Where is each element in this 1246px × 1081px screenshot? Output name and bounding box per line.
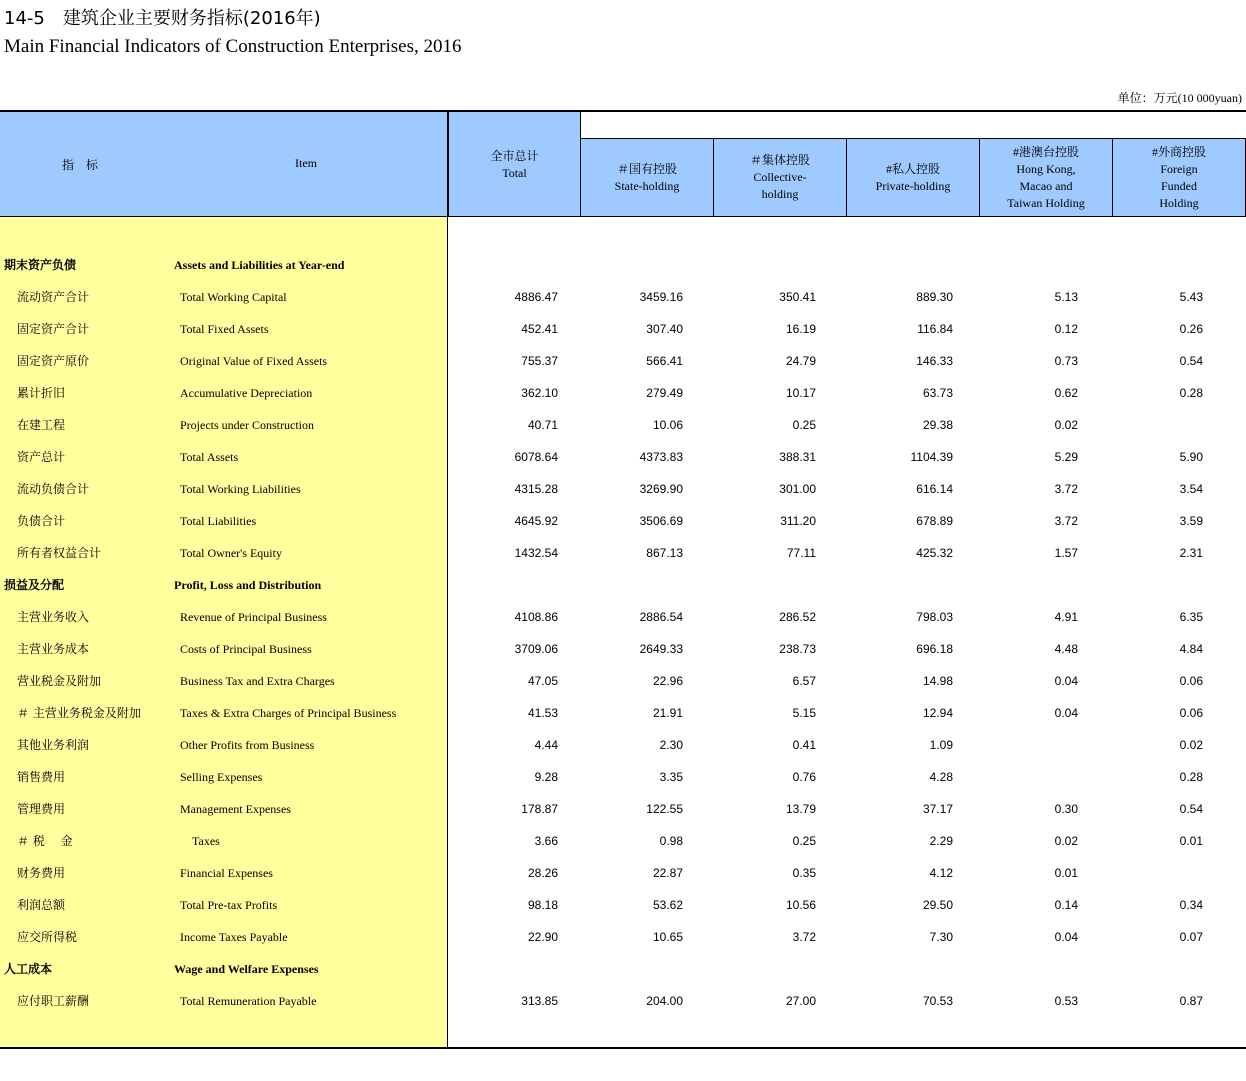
row-value-col-5: 0.54 [1179, 802, 1203, 816]
table-row [0, 537, 1246, 569]
row-value-col-5: 2.31 [1179, 546, 1203, 560]
row-value-col-3: 12.94 [922, 706, 953, 720]
row-value-col-3: 29.38 [922, 418, 953, 432]
row-label-cn: 主营业务成本 [17, 642, 90, 656]
row-label-cn: ＃ 主营业务税金及附加 [17, 706, 141, 720]
table-row [0, 697, 1246, 729]
table-row [0, 985, 1246, 1017]
row-value-col-2: 0.41 [792, 738, 816, 752]
table-row [0, 633, 1246, 665]
row-label-cn: 营业税金及附加 [17, 674, 102, 688]
row-value-col-3: 616.14 [916, 482, 953, 496]
table-row [0, 921, 1246, 953]
row-value-col-2: 286.52 [779, 610, 816, 624]
row-value-col-2: 0.25 [792, 834, 816, 848]
row-label-en: Costs of Principal Business [180, 642, 312, 656]
header-col-2-line-2: holding [761, 187, 799, 201]
row-label-en: Total Assets [180, 450, 239, 464]
row-value-col-4: 0.62 [1054, 386, 1078, 400]
row-label-cn: 固定资产合计 [17, 322, 90, 336]
row-value-col-1: 867.13 [646, 546, 683, 560]
row-value-col-3: 1.09 [929, 738, 953, 752]
row-value-col-3: 70.53 [922, 994, 953, 1008]
row-value-col-4: 0.53 [1054, 994, 1078, 1008]
row-value-col-4: 0.12 [1054, 322, 1078, 336]
row-value-col-5: 4.84 [1179, 642, 1203, 656]
row-value-col-0: 41.53 [527, 706, 558, 720]
row-value-col-4: 0.30 [1054, 802, 1078, 816]
row-value-col-0: 4315.28 [514, 482, 558, 496]
row-label-en: Business Tax and Extra Charges [180, 674, 335, 688]
row-value-col-2: 13.79 [785, 802, 816, 816]
row-value-col-0: 362.10 [521, 386, 558, 400]
row-label-en: Original Value of Fixed Assets [180, 354, 328, 368]
row-value-col-3: 146.33 [916, 354, 953, 368]
header-col-5-line-2: Funded [1160, 178, 1197, 193]
page-title-en: Main Financial Indicators of Construction Enterprises, 2016 [4, 36, 462, 57]
row-value-col-2: 27.00 [785, 994, 816, 1008]
row-value-col-3: 116.84 [917, 322, 953, 336]
header-col-5-line-1: Foreign [1160, 161, 1198, 176]
row-value-col-3: 63.73 [922, 386, 953, 400]
header-col-1-line-0: ＃国有控股 [616, 161, 677, 176]
header-col-3-line-1: Private-holding [875, 178, 951, 193]
row-label-en: Financial Expenses [180, 866, 273, 880]
row-value-col-1: 22.87 [652, 866, 683, 880]
row-value-col-2: 3.72 [792, 930, 816, 944]
row-value-col-0: 9.28 [534, 770, 558, 784]
row-label-cn: 负债合计 [17, 514, 66, 528]
header-col-2-line-1: Collective- [753, 170, 807, 184]
table-row [0, 889, 1246, 921]
row-value-col-5: 0.07 [1179, 930, 1203, 944]
row-value-col-4: 5.29 [1054, 450, 1078, 464]
row-label-en: Assets and Liabilities at Year-end [174, 258, 345, 272]
page-title-cn: 14-5 建筑企业主要财务指标(2016年) [4, 8, 321, 29]
header-item-en: Item [295, 156, 317, 170]
row-value-col-1: 307.40 [646, 322, 683, 336]
row-value-col-4: 0.73 [1054, 354, 1078, 368]
row-label-en: Taxes [192, 834, 220, 848]
row-label-en: Total Working Capital [180, 290, 287, 304]
header-bottom-rule [0, 216, 1246, 217]
header-item-cn: 指 标 [62, 158, 99, 172]
row-label-en: Taxes & Extra Charges of Principal Business [180, 706, 397, 720]
table-row [0, 793, 1246, 825]
row-value-col-0: 40.71 [527, 418, 558, 432]
row-label-en: Wage and Welfare Expenses [174, 962, 319, 976]
row-value-col-5: 0.54 [1179, 354, 1203, 368]
row-value-col-0: 313.85 [521, 994, 558, 1008]
row-value-col-4: 0.04 [1054, 930, 1078, 944]
row-label-en: Total Pre-tax Profits [180, 898, 278, 912]
row-value-col-4: 0.02 [1054, 834, 1078, 848]
row-value-col-3: 29.50 [922, 898, 953, 912]
row-value-col-2: 238.73 [779, 642, 816, 656]
table-row [0, 345, 1246, 377]
table-row [0, 409, 1246, 441]
row-label-cn: 损益及分配 [4, 578, 65, 592]
table-row [0, 505, 1246, 537]
row-label-en: Total Remuneration Payable [180, 994, 317, 1008]
header-col-5 [1112, 138, 1246, 217]
row-value-col-1: 122.55 [646, 802, 683, 816]
header-col-3 [846, 138, 980, 217]
header-col-2-line-0: ＃集体控股 [749, 153, 810, 167]
header-col-5-line-0: #外商控股 [1151, 144, 1206, 159]
row-label-cn: 在建工程 [17, 418, 66, 432]
row-value-col-2: 301.00 [779, 482, 816, 496]
table-row [0, 857, 1246, 889]
table-row [0, 313, 1246, 345]
row-value-col-2: 311.20 [780, 514, 816, 528]
table-row [0, 729, 1246, 761]
row-value-col-4: 3.72 [1054, 514, 1078, 528]
row-label-cn: 销售费用 [17, 770, 66, 784]
row-value-col-1: 21.91 [652, 706, 683, 720]
row-label-en: Accumulative Depreciation [180, 386, 313, 400]
row-label-cn: ＃ 税 金 [17, 834, 73, 848]
row-value-col-1: 204.00 [646, 994, 683, 1008]
header-col-0-line-0: 全市总计 [490, 148, 539, 163]
row-value-col-5: 0.34 [1179, 898, 1203, 912]
row-value-col-2: 24.79 [785, 354, 816, 368]
row-value-col-3: 696.18 [916, 642, 953, 656]
row-label-en: Revenue of Principal Business [180, 610, 327, 624]
row-label-cn: 固定资产原价 [17, 354, 90, 368]
row-value-col-3: 798.03 [916, 610, 953, 624]
row-value-col-1: 2.30 [659, 738, 683, 752]
row-value-col-5: 5.43 [1179, 290, 1203, 304]
header-col-0-line-1: Total [502, 165, 527, 180]
unit-label: 单位：万元(10 000yuan) [1117, 91, 1242, 105]
row-label-cn: 流动资产合计 [17, 290, 90, 304]
row-value-col-0: 6078.64 [514, 450, 558, 464]
header-col-4-line-3: Taiwan Holding [1007, 195, 1085, 210]
row-value-col-3: 7.30 [929, 930, 953, 944]
row-value-col-4: 0.01 [1054, 866, 1078, 880]
row-value-col-0: 1432.54 [514, 546, 558, 560]
row-value-col-4: 0.02 [1054, 418, 1078, 432]
row-value-col-2: 77.11 [786, 546, 816, 560]
row-label-cn: 应付职工薪酬 [17, 994, 90, 1008]
row-value-col-4: 4.91 [1054, 610, 1078, 624]
row-value-col-0: 28.26 [527, 866, 558, 880]
table-row [0, 441, 1246, 473]
row-value-col-5: 0.01 [1179, 834, 1203, 848]
row-value-col-3: 2.29 [929, 834, 953, 848]
table-row [0, 473, 1246, 505]
row-label-en: Total Fixed Assets [180, 322, 269, 336]
row-label-en: Total Owner's Equity [180, 546, 282, 560]
header-col-2 [713, 138, 847, 217]
header-col-0 [448, 112, 581, 217]
row-value-col-1: 3.35 [659, 770, 683, 784]
row-value-col-3: 4.12 [929, 866, 953, 880]
header-col-3-line-0: #私人控股 [885, 161, 940, 176]
row-value-col-2: 5.15 [792, 706, 816, 720]
row-value-col-1: 22.96 [652, 674, 683, 688]
row-value-col-2: 0.35 [792, 866, 816, 880]
header-col-1 [580, 138, 714, 217]
row-label-cn: 人工成本 [4, 962, 53, 976]
row-value-col-1: 4373.83 [639, 450, 683, 464]
row-value-col-4: 3.72 [1054, 482, 1078, 496]
row-label-cn: 流动负债合计 [17, 482, 90, 496]
row-value-col-4: 5.13 [1054, 290, 1078, 304]
row-label-en: Management Expenses [180, 802, 291, 816]
row-value-col-5: 5.90 [1179, 450, 1203, 464]
row-value-col-0: 178.87 [521, 802, 558, 816]
row-value-col-2: 388.31 [779, 450, 816, 464]
row-value-col-5: 0.06 [1179, 674, 1203, 688]
row-value-col-1: 3459.16 [639, 290, 683, 304]
row-value-col-4: 4.48 [1054, 642, 1078, 656]
table-row [0, 761, 1246, 793]
row-label-en: Income Taxes Payable [180, 930, 288, 944]
row-value-col-3: 14.98 [922, 674, 953, 688]
row-value-col-1: 2886.54 [639, 610, 683, 624]
row-value-col-0: 755.37 [521, 354, 558, 368]
row-label-cn: 所有者权益合计 [17, 546, 102, 560]
row-value-col-5: 0.26 [1179, 322, 1203, 336]
row-value-col-0: 47.05 [527, 674, 558, 688]
table-row [0, 569, 1246, 601]
header-col-5-line-3: Holding [1159, 195, 1199, 210]
row-value-col-1: 0.98 [659, 834, 683, 848]
row-value-col-4: 0.04 [1054, 706, 1078, 720]
row-value-col-5: 0.28 [1179, 386, 1203, 400]
row-label-en: Total Working Liabilities [180, 482, 301, 496]
row-label-cn: 期末资产负债 [4, 258, 77, 272]
row-value-col-3: 889.30 [916, 290, 953, 304]
row-value-col-1: 53.62 [652, 898, 683, 912]
row-value-col-0: 3709.06 [514, 642, 558, 656]
row-value-col-2: 0.76 [792, 770, 816, 784]
header-col-4-line-2: Macao and [1019, 178, 1073, 193]
table-row [0, 249, 1246, 281]
row-label-cn: 其他业务利润 [17, 738, 90, 752]
row-label-cn: 主营业务收入 [17, 610, 90, 624]
row-value-col-5: 0.02 [1179, 738, 1203, 752]
row-label-en: Profit, Loss and Distribution [174, 578, 322, 592]
row-label-cn: 资产总计 [17, 450, 66, 464]
table-row [0, 601, 1246, 633]
row-value-col-2: 10.17 [785, 386, 816, 400]
bottom-rule [0, 1047, 1246, 1049]
header-item-cell [0, 112, 448, 217]
row-value-col-1: 2649.33 [639, 642, 683, 656]
row-value-col-2: 0.25 [792, 418, 816, 432]
row-label-en: Selling Expenses [180, 770, 263, 784]
row-value-col-5: 0.06 [1179, 706, 1203, 720]
row-value-col-3: 425.32 [916, 546, 953, 560]
row-value-col-0: 3.66 [534, 834, 558, 848]
row-value-col-4: 0.04 [1054, 674, 1078, 688]
row-value-col-5: 6.35 [1179, 610, 1203, 624]
row-value-col-0: 22.90 [527, 930, 558, 944]
row-value-col-3: 678.89 [916, 514, 953, 528]
row-value-col-5: 0.87 [1179, 994, 1203, 1008]
row-label-cn: 利润总额 [17, 898, 66, 912]
row-value-col-2: 10.56 [785, 898, 816, 912]
row-label-cn: 应交所得税 [17, 930, 78, 944]
row-value-col-1: 10.65 [652, 930, 683, 944]
header-col-1-line-1: State-holding [614, 178, 680, 193]
header-col-4-line-1: Hong Kong, [1016, 161, 1076, 176]
row-value-col-0: 452.41 [521, 322, 558, 336]
table-row [0, 281, 1246, 313]
row-value-col-1: 279.49 [646, 386, 683, 400]
table-row [0, 377, 1246, 409]
row-value-col-0: 98.18 [527, 898, 558, 912]
row-label-cn: 管理费用 [17, 802, 66, 816]
row-value-col-5: 3.59 [1179, 514, 1203, 528]
row-value-col-5: 3.54 [1179, 482, 1203, 496]
row-value-col-0: 4.44 [534, 738, 558, 752]
row-value-col-4: 1.57 [1054, 546, 1078, 560]
table-row [0, 953, 1246, 985]
row-label-en: Projects under Construction [180, 418, 314, 432]
row-label-en: Total Liabilities [180, 514, 257, 528]
row-label-cn: 累计折旧 [17, 386, 66, 400]
row-value-col-1: 10.06 [652, 418, 683, 432]
row-value-col-1: 3506.69 [639, 514, 683, 528]
row-value-col-2: 16.19 [785, 322, 816, 336]
row-value-col-1: 3269.90 [639, 482, 683, 496]
row-label-en: Other Profits from Business [180, 738, 315, 752]
row-value-col-2: 350.41 [779, 290, 816, 304]
row-value-col-3: 1104.39 [910, 450, 953, 464]
header-col-4 [979, 138, 1113, 217]
row-value-col-0: 4886.47 [514, 290, 558, 304]
row-value-col-5: 0.28 [1179, 770, 1203, 784]
row-value-col-1: 566.41 [646, 354, 683, 368]
row-value-col-0: 4645.92 [514, 514, 558, 528]
table-row [0, 825, 1246, 857]
row-value-col-0: 4108.86 [514, 610, 558, 624]
row-label-cn: 财务费用 [17, 866, 66, 880]
row-value-col-3: 37.17 [922, 802, 953, 816]
row-value-col-3: 4.28 [929, 770, 953, 784]
row-value-col-2: 6.57 [792, 674, 816, 688]
header-col-4-line-0: #港澳台控股 [1012, 144, 1079, 159]
row-value-col-4: 0.14 [1054, 898, 1078, 912]
table-row [0, 665, 1246, 697]
